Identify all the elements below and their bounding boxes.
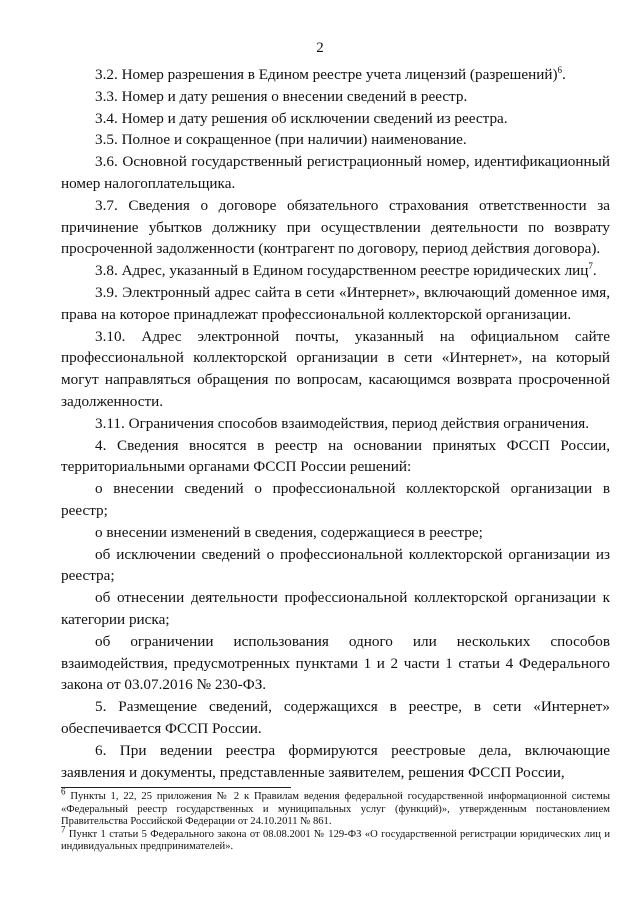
paragraph-3-9: [61, 282, 610, 326]
paragraph-text: 3.5. Полное и сокращенное (при наличии) наименование.: [95, 131, 467, 149]
paragraph-3-11: [61, 413, 610, 435]
paragraph-4-item-4: [61, 587, 610, 631]
footnotes: [61, 786, 610, 854]
paragraph-text: 3.4. Номер и дату решения об исключении сведений из реестра.: [95, 109, 508, 127]
paragraph-3-8: [61, 260, 610, 282]
paragraph-text: 3.8. Адрес, указанный в Едином государственном реестре юридических лиц: [95, 262, 589, 280]
paragraph-3-2: [61, 64, 610, 86]
page-number: 2: [316, 40, 324, 56]
footnote-ref-6[interactable]: 6: [557, 64, 563, 75]
paragraph-3-6: [61, 151, 610, 195]
paragraph-text: 3.6. Основной государственный регистрационный номер, идентификационный номер налогоплательщика.: [61, 153, 610, 192]
footnote-ref-7[interactable]: 7: [588, 261, 593, 272]
paragraph-text: 3.3. Номер и дату решения о внесении сведений в реестр.: [95, 87, 468, 105]
paragraph-4-item-1: [61, 478, 610, 522]
footnote-6: [61, 786, 610, 829]
paragraph-text: о внесении сведений о профессиональной коллекторской организации в реестр;: [61, 480, 610, 519]
paragraph-text: 3.7. Сведения о договоре обязательного страхования ответственности за причинение убытков должнику при осуществлении деятельности по возврату просроченной задолженности (контрагент по договору, период действия договора).: [61, 196, 610, 258]
document-body: [61, 64, 610, 783]
paragraph-text: 3.11. Ограничения способов взаимодействия, период действия ограничения.: [95, 414, 590, 432]
footnote-text: Пункты 1, 22, 25 приложения № 2 к Правилам ведения федеральной государственной информационной системы «Федеральный реестр государственных и муниципальных услуг (функций)», утвержденным постановлением Правительства Российской Федерации от 24.10.2011 № 861.: [61, 791, 610, 828]
paragraph-4: [61, 435, 610, 479]
paragraph-4-item-2: [61, 522, 610, 544]
paragraph-text: об отнесении деятельности профессиональной коллекторской организации к категории риска;: [61, 589, 610, 628]
paragraph-4-item-3: [61, 544, 610, 588]
footnote-7: [61, 824, 610, 854]
footnote-mark: 6: [61, 786, 66, 797]
paragraph-tail: .: [592, 262, 597, 280]
paragraph-4-item-5: [61, 631, 610, 696]
paragraph-3-4: [61, 108, 610, 130]
paragraph-text: 3.2. Номер разрешения в Едином реестре учета лицензий (разрешений): [95, 66, 558, 83]
paragraph-tail: .: [562, 66, 566, 83]
paragraph-3-3: [61, 86, 610, 108]
paragraph-text: 4. Сведения вносятся в реестр на основании принятых ФССП России, территориальными органами ФССП России решений:: [61, 436, 610, 476]
paragraph-text: 3.10. Адрес электронной почты, указанный на официальном сайте профессиональной коллекторской организации в сети «Интернет», на который могут направляться обращения по вопросам, касающимся возврата просроченной задолженности.: [61, 327, 610, 410]
paragraph-6: [61, 740, 610, 784]
paragraph-text: о внесении изменений в сведения, содержащиеся в реестре;: [95, 523, 483, 541]
paragraph-3-10: [61, 326, 610, 413]
footnote-text: Пункт 1 статьи 5 Федерального закона от 08.08.2001 № 129-ФЗ «О государственной регистрации юридических лиц и индивидуальных предпринимателей».: [61, 828, 610, 853]
footnote-mark: 7: [61, 824, 66, 835]
paragraph-5: [61, 696, 610, 740]
paragraph-3-7: [61, 195, 610, 260]
paragraph-text: 6. При ведении реестра формируются реестровые дела, включающие заявления и документы, представленные заявителем, решения ФССП России,: [61, 741, 610, 781]
paragraph-text: 3.9. Электронный адрес сайта в сети «Интернет», включающий доменное имя, права на которое принадлежат профессиональной коллекторской организации.: [61, 283, 610, 323]
paragraph-text: 5. Размещение сведений, содержащихся в реестре, в сети «Интернет» обеспечивается ФССП России.: [61, 698, 610, 737]
paragraph-text: об исключении сведений о профессиональной коллекторской организации из реестра;: [61, 545, 610, 585]
footnote-divider: [61, 787, 291, 788]
paragraph-text: об ограничении использования одного или нескольких способов взаимодействия, предусмотренных пунктами 1 и 2 части 1 статьи 4 Федерального закона от 03.07.2016 № 230-ФЗ.: [61, 632, 610, 694]
paragraph-3-5: [61, 129, 610, 151]
